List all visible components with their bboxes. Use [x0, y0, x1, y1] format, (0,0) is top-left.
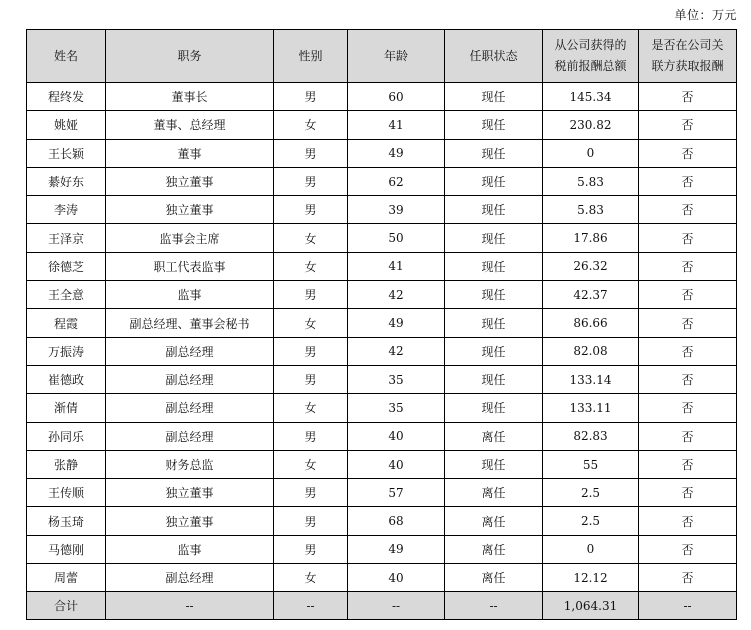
cell-related-pay: 否	[639, 564, 737, 592]
cell-position: 董事	[106, 139, 274, 167]
header-related-pay-line2: 联方获取报酬	[651, 59, 724, 73]
cell-pretax-pay: 133.14	[543, 365, 639, 393]
cell-pretax-pay: 82.83	[543, 422, 639, 450]
cell-name: 渐倩	[27, 394, 106, 422]
cell-status: 现任	[445, 252, 543, 280]
header-status: 任职状态	[445, 30, 543, 83]
cell-gender: 男	[274, 167, 348, 195]
cell-gender: 男	[274, 83, 348, 111]
cell-pretax-pay: 5.83	[543, 167, 639, 195]
cell-name: 马德刚	[27, 535, 106, 563]
cell-name: 程霞	[27, 309, 106, 337]
cell-related-pay: 否	[639, 365, 737, 393]
cell-age: 41	[348, 252, 445, 280]
cell-pretax-pay: 12.12	[543, 564, 639, 592]
table-row	[27, 167, 737, 195]
header-pretax-pay-line1: 从公司获得的	[554, 38, 627, 52]
cell-gender: 男	[274, 281, 348, 309]
cell-age: 49	[348, 139, 445, 167]
cell-position: 副总经理、董事会秘书	[106, 309, 274, 337]
table-row	[27, 224, 737, 252]
cell-age: 49	[348, 309, 445, 337]
cell-age: 57	[348, 479, 445, 507]
cell-status: 现任	[445, 394, 543, 422]
cell-name: 王全意	[27, 281, 106, 309]
cell-pretax-pay: 145.34	[543, 83, 639, 111]
cell-position: 副总经理	[106, 365, 274, 393]
header-row	[27, 30, 737, 83]
cell-related-pay: 否	[639, 422, 737, 450]
cell-status: 现任	[445, 83, 543, 111]
cell-related-pay: 否	[639, 507, 737, 535]
cell-pretax-pay: 2.5	[543, 479, 639, 507]
cell-position: 财务总监	[106, 450, 274, 478]
cell-status: 离任	[445, 564, 543, 592]
cell-age: 62	[348, 167, 445, 195]
compensation-table	[26, 29, 737, 620]
cell-name: 杨玉琦	[27, 507, 106, 535]
total-pay: 1,064.31	[543, 592, 639, 620]
cell-name: 姚娅	[27, 111, 106, 139]
table-row	[27, 450, 737, 478]
table-body	[27, 83, 737, 592]
cell-position: 副总经理	[106, 394, 274, 422]
cell-status: 现任	[445, 139, 543, 167]
header-related-pay	[639, 30, 737, 83]
cell-name: 周蕾	[27, 564, 106, 592]
cell-gender: 女	[274, 309, 348, 337]
table-row	[27, 422, 737, 450]
cell-pretax-pay: 26.32	[543, 252, 639, 280]
header-position: 职务	[106, 30, 274, 83]
cell-name: 张静	[27, 450, 106, 478]
cell-age: 50	[348, 224, 445, 252]
cell-gender: 女	[274, 394, 348, 422]
cell-age: 40	[348, 450, 445, 478]
cell-gender: 男	[274, 337, 348, 365]
table-header	[27, 30, 737, 83]
cell-pretax-pay: 17.86	[543, 224, 639, 252]
header-name: 姓名	[27, 30, 106, 83]
cell-age: 41	[348, 111, 445, 139]
total-row	[27, 592, 737, 620]
cell-name: 王长颖	[27, 139, 106, 167]
cell-pretax-pay: 42.37	[543, 281, 639, 309]
cell-pretax-pay: 55	[543, 450, 639, 478]
cell-related-pay: 否	[639, 337, 737, 365]
cell-related-pay: 否	[639, 139, 737, 167]
cell-pretax-pay: 0	[543, 139, 639, 167]
cell-status: 现任	[445, 281, 543, 309]
table-row	[27, 309, 737, 337]
cell-status: 现任	[445, 167, 543, 195]
cell-name: 崔德政	[27, 365, 106, 393]
header-gender: 性别	[274, 30, 348, 83]
cell-name: 李涛	[27, 196, 106, 224]
cell-related-pay: 否	[639, 196, 737, 224]
cell-gender: 女	[274, 224, 348, 252]
cell-pretax-pay: 2.5	[543, 507, 639, 535]
cell-position: 独立董事	[106, 479, 274, 507]
total-label: 合计	[27, 592, 106, 620]
table-row	[27, 281, 737, 309]
total-gender: --	[274, 592, 348, 620]
cell-position: 独立董事	[106, 196, 274, 224]
total-related: --	[639, 592, 737, 620]
header-pretax-pay-line2: 税前报酬总额	[554, 59, 627, 73]
cell-age: 60	[348, 83, 445, 111]
cell-age: 39	[348, 196, 445, 224]
table-row	[27, 507, 737, 535]
cell-name: 徐德芝	[27, 252, 106, 280]
cell-status: 离任	[445, 507, 543, 535]
cell-status: 现任	[445, 111, 543, 139]
cell-gender: 男	[274, 422, 348, 450]
cell-age: 68	[348, 507, 445, 535]
cell-age: 35	[348, 394, 445, 422]
cell-gender: 男	[274, 507, 348, 535]
table-row	[27, 139, 737, 167]
cell-position: 独立董事	[106, 167, 274, 195]
cell-status: 现任	[445, 365, 543, 393]
cell-pretax-pay: 230.82	[543, 111, 639, 139]
cell-position: 董事、总经理	[106, 111, 274, 139]
table-row	[27, 365, 737, 393]
cell-pretax-pay: 0	[543, 535, 639, 563]
cell-name: 万振涛	[27, 337, 106, 365]
cell-age: 42	[348, 281, 445, 309]
cell-related-pay: 否	[639, 111, 737, 139]
cell-gender: 女	[274, 111, 348, 139]
cell-name: 王泽京	[27, 224, 106, 252]
cell-age: 49	[348, 535, 445, 563]
cell-status: 离任	[445, 479, 543, 507]
cell-name: 孙同乐	[27, 422, 106, 450]
cell-name: 綦好东	[27, 167, 106, 195]
cell-position: 副总经理	[106, 564, 274, 592]
cell-related-pay: 否	[639, 167, 737, 195]
table-row	[27, 337, 737, 365]
table-footer	[27, 592, 737, 620]
cell-position: 监事	[106, 281, 274, 309]
cell-status: 现任	[445, 450, 543, 478]
table-row	[27, 564, 737, 592]
unit-note: 单位：万元	[674, 8, 737, 22]
cell-name: 程终发	[27, 83, 106, 111]
total-age: --	[348, 592, 445, 620]
total-status: --	[445, 592, 543, 620]
cell-status: 离任	[445, 422, 543, 450]
cell-pretax-pay: 133.11	[543, 394, 639, 422]
table-row	[27, 479, 737, 507]
cell-related-pay: 否	[639, 479, 737, 507]
cell-age: 40	[348, 422, 445, 450]
cell-related-pay: 否	[639, 83, 737, 111]
cell-pretax-pay: 86.66	[543, 309, 639, 337]
cell-position: 监事	[106, 535, 274, 563]
cell-age: 40	[348, 564, 445, 592]
cell-pretax-pay: 5.83	[543, 196, 639, 224]
cell-position: 副总经理	[106, 422, 274, 450]
cell-position: 独立董事	[106, 507, 274, 535]
table-row	[27, 535, 737, 563]
cell-gender: 女	[274, 450, 348, 478]
cell-gender: 男	[274, 139, 348, 167]
header-age: 年龄	[348, 30, 445, 83]
cell-gender: 男	[274, 479, 348, 507]
cell-gender: 男	[274, 365, 348, 393]
cell-related-pay: 否	[639, 281, 737, 309]
cell-position: 职工代表监事	[106, 252, 274, 280]
cell-status: 现任	[445, 309, 543, 337]
header-related-pay-line1: 是否在公司关	[651, 38, 724, 52]
header-pretax-pay	[543, 30, 639, 83]
cell-related-pay: 否	[639, 535, 737, 563]
cell-related-pay: 否	[639, 252, 737, 280]
total-position: --	[106, 592, 274, 620]
cell-age: 42	[348, 337, 445, 365]
cell-position: 董事长	[106, 83, 274, 111]
cell-status: 现任	[445, 224, 543, 252]
table-row	[27, 252, 737, 280]
cell-related-pay: 否	[639, 309, 737, 337]
table-row	[27, 196, 737, 224]
cell-name: 王传顺	[27, 479, 106, 507]
cell-pretax-pay: 82.08	[543, 337, 639, 365]
cell-position: 监事会主席	[106, 224, 274, 252]
cell-related-pay: 否	[639, 394, 737, 422]
cell-gender: 男	[274, 535, 348, 563]
cell-status: 现任	[445, 337, 543, 365]
cell-age: 35	[348, 365, 445, 393]
cell-related-pay: 否	[639, 224, 737, 252]
cell-gender: 女	[274, 252, 348, 280]
cell-gender: 女	[274, 564, 348, 592]
table-row	[27, 394, 737, 422]
table-row	[27, 83, 737, 111]
cell-position: 副总经理	[106, 337, 274, 365]
cell-related-pay: 否	[639, 450, 737, 478]
table-row	[27, 111, 737, 139]
cell-gender: 男	[274, 196, 348, 224]
cell-status: 现任	[445, 196, 543, 224]
cell-status: 离任	[445, 535, 543, 563]
